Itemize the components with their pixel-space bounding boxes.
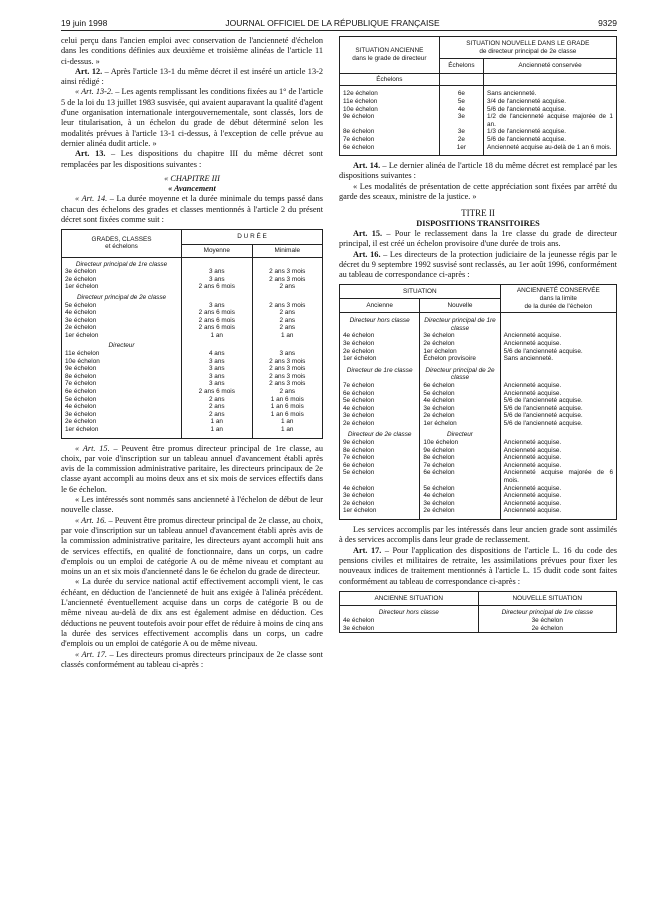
table-cell: 3e xyxy=(439,113,483,128)
table-cell: 7e échelon xyxy=(65,380,97,388)
table-header: NOUVELLE SITUATION xyxy=(478,591,617,606)
table-cell: 5e échelon xyxy=(343,469,375,477)
table-cell: 2 ans 6 mois xyxy=(182,388,252,396)
table-row xyxy=(340,454,617,462)
table-cell: 4 ans xyxy=(182,350,252,358)
table-cell: Ancienneté acquise. xyxy=(500,454,616,462)
table-cell: 9e échelon xyxy=(343,439,375,447)
table-group-row xyxy=(340,427,617,439)
table-cell: 1 an xyxy=(252,332,322,340)
article-label: Art. 14. xyxy=(353,161,381,171)
table-cell: 6e échelon xyxy=(343,461,375,469)
table-row xyxy=(340,420,617,428)
running-header xyxy=(0,18,665,30)
table-cell: Sans ancienneté. xyxy=(484,90,617,98)
table-cell: 2e xyxy=(439,136,483,144)
table-cell: Ancienneté acquise. xyxy=(500,507,616,515)
table-cell: Sans ancienneté. xyxy=(500,355,616,363)
table-cell: 2e échelon xyxy=(343,347,375,355)
article-text: – Après l'article 13-1 du même décret il est inséré un article 13-2 ainsi rédigé : xyxy=(61,66,324,87)
table-cell: 2 ans xyxy=(182,403,252,411)
table-cell: 5e échelon xyxy=(420,390,500,398)
table-cell: 5e échelon xyxy=(65,395,97,403)
table-cell: 3 ans xyxy=(182,373,252,381)
table-cell: Ancienneté acquise. xyxy=(500,340,616,348)
table-cell: 2e échelon xyxy=(65,275,97,283)
table-header: SITUATION xyxy=(340,285,501,299)
table-cell: 12e échelon xyxy=(343,90,378,98)
title-heading: TITRE II xyxy=(461,208,495,219)
table-row xyxy=(340,405,617,413)
table-cell: 7e échelon xyxy=(343,381,375,389)
table-cell: 5/6 de l'ancienneté acquise. xyxy=(500,405,616,413)
article-label: Art. 16. xyxy=(353,249,381,259)
table-row xyxy=(340,439,617,447)
table-row xyxy=(340,382,617,390)
table-header: SITUATION ANCIENNE dans le grade de directeur xyxy=(340,37,440,74)
table-row xyxy=(340,492,617,500)
article-text: – Peuvent être promus directeur principal de 2e classe, au choix, par voie d'inscription sur un tableau annuel d'avancement établi après avis de la commission administrative paritaire, les directeurs ayant accompli huit ans de services effectifs, en qualité de fonctionnaire, dans un corps, un cadre d'emplois ou un emploi de catégorie A ou de même niveau et comptant au moins un an et six mois d'ancienneté dans le 6e échelon du grade de directeur. xyxy=(61,515,323,577)
table-cell: 8e échelon xyxy=(343,446,375,454)
right-column xyxy=(339,36,617,638)
table-header: SITUATION NOUVELLE DANS LE GRADE de directeur principal de 2e classe xyxy=(439,37,616,59)
table-header: ANCIENNETÉ CONSERVÉE dans la limite de la durée de l'échelon xyxy=(500,285,616,313)
table-section-label: Directeur de 1re classe xyxy=(346,366,413,374)
table-cell: 1 an xyxy=(252,418,322,426)
table-cell: Ancienneté acquise. xyxy=(500,462,616,470)
table-cell: 3 ans xyxy=(182,358,252,366)
table-row xyxy=(62,324,323,332)
table-cell: 5e échelon xyxy=(343,397,375,405)
table-cell: 2 ans 6 mois xyxy=(182,317,252,325)
table-row xyxy=(340,90,617,98)
paragraph: « Les modalités de présentation de cette appréciation sont fixées par arrêté du garde des sceaux, ministre de la justice. » xyxy=(339,181,617,202)
table-cell: 3 ans xyxy=(182,365,252,373)
table-cell: 4e échelon xyxy=(343,332,375,340)
article-text: – Peuvent être promus directeur principal de 1re classe, au choix, par voie d'inscription sur un tableau annuel d'avancement établi après avis de la commission administrative paritaire, les directeurs principaux de 2e classe ayant accompli au moins deux ans et six mois de services effectifs dans le 6e échelon. xyxy=(61,443,323,494)
table-cell: 1 an xyxy=(182,332,252,340)
table-group-row xyxy=(340,363,617,382)
table-row xyxy=(340,412,617,420)
table-row xyxy=(340,617,617,625)
table-row xyxy=(62,418,323,426)
table-cell: 5/6 de l'ancienneté acquise. xyxy=(500,348,616,356)
table-cell: 5e xyxy=(439,98,483,106)
table-cell: 2 ans xyxy=(182,396,252,404)
table-row xyxy=(62,365,323,373)
table-row xyxy=(62,403,323,411)
table-cell: 6e xyxy=(439,90,483,98)
table-cell: 2e échelon xyxy=(65,418,97,426)
paragraph: celui perçu dans l'ancien emploi avec conservation de l'ancienneté d'échelon dans les conditions définies aux deuxième et troisième alinéas de l'article 11 ci-dessus. » xyxy=(61,36,323,66)
table-cell: 7e échelon xyxy=(420,462,500,470)
table-cell: 1 an 6 mois xyxy=(252,396,322,404)
table-header: GRADES, CLASSES et échelons xyxy=(62,230,182,257)
table-cell: 3e échelon xyxy=(420,500,500,508)
table-cell: Ancienneté acquise. xyxy=(500,439,616,447)
table-cell: 2 ans 3 mois xyxy=(252,365,322,373)
table-cell: 3e échelon xyxy=(478,617,617,625)
table-cell: 8e échelon xyxy=(65,372,97,380)
table-cell: 2e échelon xyxy=(343,419,375,427)
table-cell: 6e échelon xyxy=(343,389,375,397)
table-row xyxy=(62,302,323,310)
table-header: Échelons xyxy=(439,59,483,74)
table-cell: 4e xyxy=(439,106,483,114)
table-section-label: Directeur xyxy=(108,342,135,350)
table-section-label: Directeur xyxy=(420,427,500,439)
table-cell: 5e échelon xyxy=(65,301,97,309)
table-cell: 3e échelon xyxy=(65,410,97,418)
table-row xyxy=(340,469,617,484)
table-cell: 5/6 de l'ancienneté acquise. xyxy=(500,420,616,428)
table-header: Échelons xyxy=(340,73,440,86)
table-cell: 1 an 6 mois xyxy=(252,411,322,419)
table-row xyxy=(340,136,617,144)
table-cell: 4e échelon xyxy=(343,404,375,412)
table-cell: 3 ans xyxy=(182,302,252,310)
table-row xyxy=(62,332,323,340)
table-row xyxy=(62,283,323,291)
table-cell: 4e échelon xyxy=(343,484,375,492)
paragraph: Les services accomplis par les intéressés dans leur ancien grade sont assimilés à des services accomplis dans leur grade de reclassement. xyxy=(339,525,617,545)
table-section-label: Directeur principal de 1re classe xyxy=(478,606,617,617)
table-cell: 10e échelon xyxy=(420,439,500,447)
table-cell: 6e échelon xyxy=(420,469,500,484)
article-label: « Art. 13-2. xyxy=(75,87,114,97)
pension-table xyxy=(339,591,617,633)
article-12 xyxy=(61,67,323,88)
table-cell: 2 ans 6 mois xyxy=(182,283,252,291)
reclassification-table xyxy=(339,36,617,156)
table-section-label: Directeur principal de 1re classe xyxy=(420,313,500,333)
article-15 xyxy=(339,229,617,250)
table-header: Ancienne xyxy=(340,299,420,313)
article-13-2 xyxy=(61,87,323,149)
table-row xyxy=(340,340,617,348)
table-cell: 2 ans 3 mois xyxy=(252,380,322,388)
table-cell: 11e échelon xyxy=(65,350,100,358)
table-cell: 2e échelon xyxy=(420,412,500,420)
table-header: Minimale xyxy=(252,244,322,257)
table-cell: 2e échelon xyxy=(420,340,500,348)
table-row xyxy=(62,268,323,276)
article-17-quote xyxy=(61,650,323,671)
table-cell: 1er échelon xyxy=(420,348,500,356)
left-column xyxy=(61,36,323,670)
table-cell: 1er échelon xyxy=(65,426,99,433)
table-cell: 9e échelon xyxy=(420,447,500,455)
table-row xyxy=(62,411,323,419)
chapter-heading: « CHAPITRE III xyxy=(164,173,220,183)
table-cell: 2 ans xyxy=(252,309,322,317)
article-15-quote xyxy=(61,444,323,495)
header-title: JOURNAL OFFICIEL DE LA RÉPUBLIQUE FRANÇAISE xyxy=(225,18,440,28)
article-text: – Pour le reclassement dans la 1re classe du grade de directeur principal, il est créé un échelon provisoire d'une durée de trois ans. xyxy=(339,228,617,249)
correspondence-table xyxy=(339,284,617,520)
table-cell: Ancienneté acquise majorée de 6 mois. xyxy=(500,469,616,484)
table-header: Moyenne xyxy=(182,244,252,257)
table-cell: 2 ans xyxy=(252,388,322,396)
table-cell: 7e échelon xyxy=(343,135,375,143)
table-cell: 9e échelon xyxy=(65,365,97,373)
article-text: – Les directeurs promus directeurs principaux de 2e classe sont classés conformément au tableau ci-après : xyxy=(61,649,323,669)
table-row xyxy=(340,390,617,398)
table-cell: 3e échelon xyxy=(420,405,500,413)
table-cell: 2 ans 3 mois xyxy=(252,276,322,284)
article-text: – Les dispositions du chapitre III du même décret sont remplacées par les dispositions suivantes : xyxy=(61,149,323,169)
table-row xyxy=(62,358,323,366)
table-cell: 2 ans 3 mois xyxy=(252,373,322,381)
table-cell: 5/6 de l'ancienneté acquise. xyxy=(500,412,616,420)
table-row xyxy=(62,426,323,434)
table-cell: 4e échelon xyxy=(420,397,500,405)
table-row xyxy=(340,462,617,470)
article-label: Art. 17. xyxy=(353,545,382,555)
article-label: « Art. 17. xyxy=(75,649,107,659)
table-cell: 2e échelon xyxy=(478,625,617,633)
section-heading: « Avancement xyxy=(168,184,216,194)
table-cell: 2e échelon xyxy=(65,324,97,332)
table-cell: 2 ans 3 mois xyxy=(252,358,322,366)
table-cell: 3 ans xyxy=(182,268,252,276)
table-cell: 4e échelon xyxy=(343,616,375,624)
table-cell: 5/6 de l'ancienneté acquise. xyxy=(484,106,617,114)
table-cell: 1er échelon xyxy=(420,420,500,428)
paragraph: « Les intéressés sont nommés sans ancienneté à l'échelon de début de leur nouvelle classe. xyxy=(61,495,323,515)
table-cell: 5/6 de l'ancienneté acquise. xyxy=(484,136,617,144)
article-text: – Les agents remplissant les conditions fixées au 1° de l'article 5 de la loi du 13 juillet 1983 susvisée, qui avaient auparavant la qualité d'agent d'une organisation internationale intergouvernementale, sont classés, lors de leur titularisation, à un échelon du grade de début déterminé selon les modalités prévues à l'article 13-1 ci-dessus, à l'exception de celle prévue au dernier alinéa dudit article. » xyxy=(61,87,323,148)
article-14-quote xyxy=(61,194,323,225)
table-cell: 3e échelon xyxy=(343,492,375,500)
table-cell: Ancienneté acquise au-delà de 1 an 6 mois. xyxy=(484,144,617,152)
table-cell: 1 an 6 mois xyxy=(252,403,322,411)
table-cell: 1 an xyxy=(182,426,252,434)
table-header: D U R É E xyxy=(182,230,323,245)
table-row xyxy=(62,317,323,325)
article-label: « Art. 14. xyxy=(75,194,108,204)
table-row xyxy=(62,388,323,396)
paragraph: « La durée du service national actif effectivement accompli vient, le cas échéant, en déduction de l'ancienneté de huit ans exigée à l'alinéa précédent. L'ancienneté éventuellement acquise dans un corps de catégorie B ou de même niveau au-delà de dix ans est également admise en déduction. Ces déductions ne peuvent toutefois avoir pour effet de réduire à moins de cinq ans la durée des services effectivement accomplis dans un corps, un cadre d'emplois ou un emploi de catégorie A ou de même niveau. xyxy=(61,577,323,649)
table-row xyxy=(340,98,617,106)
table-cell: 2 ans 6 mois xyxy=(182,324,252,332)
table-row xyxy=(62,396,323,404)
duration-table xyxy=(61,229,323,438)
table-cell: 9e échelon xyxy=(343,113,375,121)
table-section-label: Directeur de 2e classe xyxy=(347,431,412,439)
table-row xyxy=(340,625,617,633)
table-cell: 5/6 de l'ancienneté acquise. xyxy=(500,397,616,405)
table-cell: 1 an xyxy=(252,426,322,434)
table-cell: 1er échelon xyxy=(65,331,99,339)
table-cell: 1/3 de l'ancienneté acquise. xyxy=(484,128,617,136)
table-cell: 3e xyxy=(439,128,483,136)
article-16 xyxy=(339,250,617,281)
table-cell: Ancienneté acquise. xyxy=(500,332,616,340)
article-label: Art. 13. xyxy=(75,149,106,159)
table-row xyxy=(340,397,617,405)
article-label: « Art. 15. xyxy=(75,443,110,453)
header-rule xyxy=(61,30,617,31)
table-row xyxy=(340,106,617,114)
table-cell: 10e échelon xyxy=(65,357,100,365)
table-cell: 1er échelon xyxy=(65,283,99,291)
table-header: Ancienneté conservée xyxy=(484,59,617,74)
table-cell: 2e échelon xyxy=(343,499,375,507)
table-cell: 4e échelon xyxy=(65,403,97,411)
table-cell: 2 ans 6 mois xyxy=(182,309,252,317)
article-text: – La durée moyenne et la durée minimale du temps passé dans chacun des échelons des grades et classes mentionnés à l'article 2 du présent décret sont fixées comme suit : xyxy=(61,194,323,225)
table-cell: 1/2 de l'ancienneté acquise majorée de 1 an. xyxy=(484,113,617,128)
table-cell: 1er échelon xyxy=(343,355,377,363)
table-cell: 3e échelon xyxy=(343,339,375,347)
table-section-label: Directeur principal de 2e classe xyxy=(420,363,500,382)
table-cell: 2 ans xyxy=(182,411,252,419)
table-row xyxy=(340,485,617,493)
table-cell: 8e échelon xyxy=(420,454,500,462)
table-row xyxy=(340,144,617,152)
table-row xyxy=(340,128,617,136)
table-cell: 3e échelon xyxy=(65,268,97,276)
table-row xyxy=(62,373,323,381)
table-row xyxy=(62,350,323,358)
table-row xyxy=(340,447,617,455)
table-cell: 3 ans xyxy=(252,350,322,358)
table-cell: 6e échelon xyxy=(420,382,500,390)
table-group-row xyxy=(340,313,617,333)
table-cell: 1er xyxy=(439,144,483,152)
article-text: – Les directeurs de la protection judiciaire de la jeunesse régis par le décret du 9 septembre 1992 susvisé sont reclassés, au 1er août 1996, conformément au tableau de correspondance ci-après : xyxy=(339,249,617,280)
table-cell: Ancienneté acquise. xyxy=(500,390,616,398)
table-cell: Ancienneté acquise. xyxy=(500,492,616,500)
table-cell: 10e échelon xyxy=(343,105,378,113)
table-cell: 1 an xyxy=(182,418,252,426)
article-label: « Art. 16. xyxy=(75,515,107,525)
table-section-label: Directeur hors classe xyxy=(349,317,410,325)
table-header: Nouvelle xyxy=(420,299,500,313)
table-cell: 2e échelon xyxy=(420,507,500,515)
table-cell: 3 ans xyxy=(182,276,252,284)
table-cell: 2 ans xyxy=(252,283,322,291)
table-cell: 1er échelon xyxy=(343,507,377,515)
table-row xyxy=(340,348,617,356)
table-row xyxy=(340,113,617,128)
article-label: Art. 12. xyxy=(75,66,103,76)
table-row xyxy=(62,309,323,317)
table-cell: 3/4 de l'ancienneté acquise. xyxy=(484,98,617,106)
table-row xyxy=(340,507,617,515)
table-cell: 6e échelon xyxy=(343,143,375,151)
table-cell: 3 ans xyxy=(182,380,252,388)
table-row xyxy=(340,500,617,508)
table-cell: 3e échelon xyxy=(65,316,97,324)
table-cell: 8e échelon xyxy=(343,128,375,136)
title-subheading: DISPOSITIONS TRANSITOIRES xyxy=(416,218,540,228)
article-text: – Pour l'application des dispositions de l'article L. 16 du code des pensions civiles et militaires de retraite, les assimilations prévues pour fixer les nouveaux indices de traitement mentionnés à l'article L. 15 dudit code sont faites conformément au tableau de correspondance ci-après : xyxy=(339,545,617,586)
article-16-quote xyxy=(61,516,323,578)
article-17 xyxy=(339,546,617,587)
table-cell: 6e échelon xyxy=(65,388,97,396)
table-cell: 2 ans 3 mois xyxy=(252,268,322,276)
table-cell: 2 ans 3 mois xyxy=(252,302,322,310)
table-cell: Ancienneté acquise. xyxy=(500,500,616,508)
article-14 xyxy=(339,161,617,182)
table-cell: 5e échelon xyxy=(420,485,500,493)
table-cell: 3e échelon xyxy=(420,332,500,340)
table-cell: 4e échelon xyxy=(420,492,500,500)
table-cell: 7e échelon xyxy=(343,454,375,462)
table-row xyxy=(340,355,617,363)
table-header: ANCIENNE SITUATION xyxy=(340,591,479,606)
table-cell: Ancienneté acquise. xyxy=(500,447,616,455)
table-cell: 11e échelon xyxy=(343,97,378,105)
table-cell: 2 ans xyxy=(252,324,322,332)
table-row xyxy=(62,380,323,388)
table-row xyxy=(340,332,617,340)
table-row xyxy=(62,276,323,284)
table-section-label: Directeur hors classe xyxy=(378,609,439,617)
table-section-label: Directeur principal de 1re classe xyxy=(75,260,168,268)
article-13 xyxy=(61,149,323,170)
table-cell: 3e échelon xyxy=(343,624,375,632)
article-text: – Le dernier alinéa de l'article 18 du même décret est remplacé par les dispositions suivantes : xyxy=(339,161,617,181)
table-cell: Ancienneté acquise. xyxy=(500,485,616,493)
table-cell: Échelon provisoire xyxy=(420,355,500,363)
table-section-label: Directeur principal de 2e classe xyxy=(76,293,167,301)
header-date: 19 juin 1998 xyxy=(61,18,108,28)
table-cell: Ancienneté acquise. xyxy=(500,382,616,390)
table-cell: 4e échelon xyxy=(65,309,97,317)
table-cell: 3e échelon xyxy=(343,412,375,420)
header-page-number: 9329 xyxy=(598,18,617,28)
article-label: Art. 15. xyxy=(353,228,383,238)
table-cell: 2 ans xyxy=(252,317,322,325)
